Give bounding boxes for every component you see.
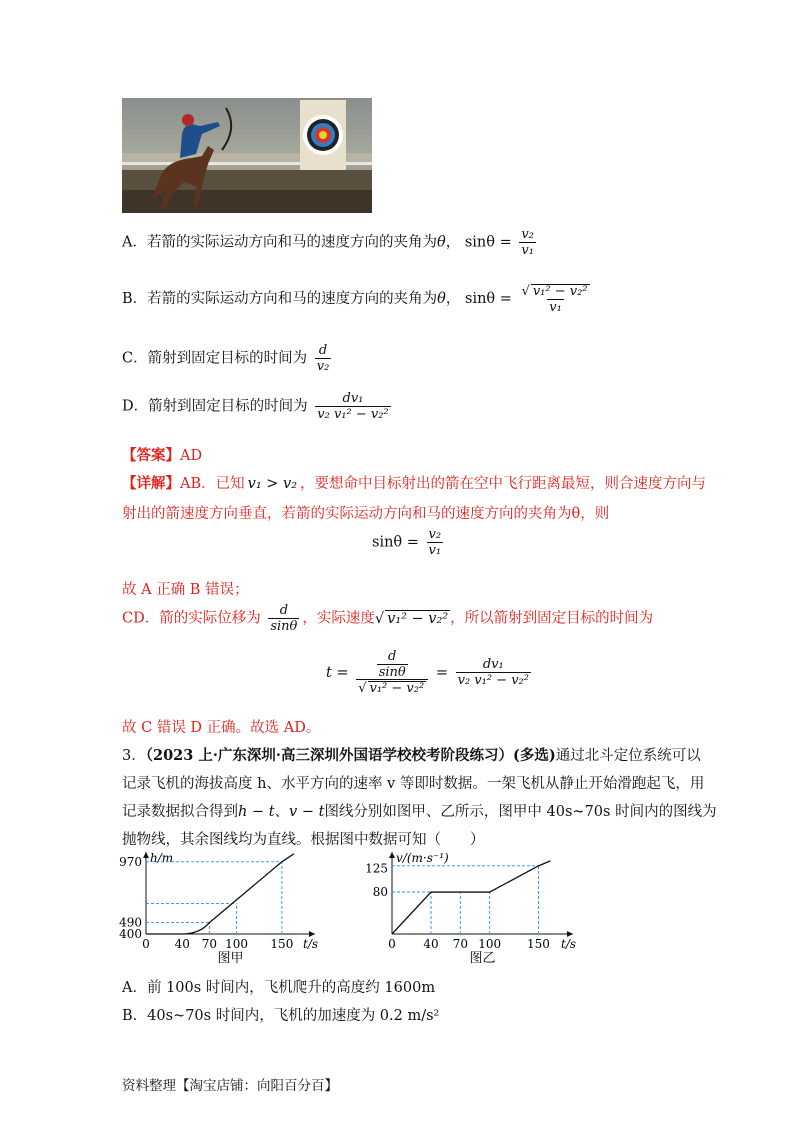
chart-height-time [110,846,330,964]
equals: = [435,664,448,681]
option-b [122,284,595,314]
x-tick-label: 70 [452,937,468,951]
x-tick-label: 100 [225,937,249,951]
series-line [146,854,294,934]
denominator: v₁ [428,542,442,558]
question3-line-2 [122,772,704,793]
question-text: 图线分别如图甲、乙所示，图甲中 40s~70s 时间内的图线为 [324,804,717,820]
equation-2 [326,650,534,696]
equation-1 [372,528,446,557]
option-letter: B． [122,291,148,308]
detail-text: AB．已知 [180,476,245,492]
answer-label: 【答案】 [122,447,180,464]
conclusion-text: 故 A 正确 B 错误； [122,582,249,598]
footer-text: 资料整理【淘宝店铺：向阳百分百】 [122,1078,338,1094]
numerator: dv₁ [482,657,504,673]
option-text: 若箭的实际运动方向和马的速度方向的夹角为 [147,291,438,308]
detail-line-1 [122,472,706,493]
question3-line-1 [122,744,701,765]
fraction [315,344,332,373]
denominator: sinθ [270,618,298,634]
detail-cd [122,604,653,633]
denominator: sinθ [378,664,406,680]
x-tick-label: 0 [388,937,396,951]
ht-label: h − t [238,804,275,820]
option-letter: C． [122,350,148,367]
answer-value: AD [180,448,203,464]
x-axis-label: t/s [561,937,577,951]
lhs: sinθ = [465,291,512,308]
y-axis-label: h/m [150,851,174,865]
numerator: d [318,343,328,358]
x-tick-label: 70 [201,937,218,951]
question-text: 、 [274,804,290,820]
conclusion-2 [122,716,320,737]
question-text: 记录数据拟合得到 [122,804,238,820]
option-text: 若箭的实际运动方向和马的速度方向的夹角为 [146,234,437,251]
fraction [427,528,444,557]
option-letter: D． [122,398,149,415]
denominator: v₁ [549,299,562,315]
eq-lhs: sinθ = [372,534,419,551]
question-text: 通过北斗定位系统可以 [555,748,701,764]
detail-text: ，要想命中目标射出的箭在空中飞行距离最短，则合速度方向与 [300,476,707,492]
sqrt-icon: √ [358,681,367,697]
denominator: v₂ v₁² − v₂² [317,406,389,422]
sqrt-expr: v₁² − v₂² [369,681,425,697]
theta-var: θ [436,234,446,251]
archer-on-horse-icon [122,98,372,213]
y-tick-label: 125 [365,861,388,876]
option-text: A．前 100s 时间内，飞机爬升的高度约 1600m [122,980,436,996]
eq-lhs: t = [326,664,349,681]
detail-text: CD．箭的实际位移为 [122,610,261,627]
detail-line-2 [122,502,609,523]
y-tick-label: 80 [372,885,388,900]
condition: v₁ > v₂ [247,476,298,492]
fraction [519,228,536,257]
y-tick-label: 970 [119,854,142,869]
chart-title: 图甲 [217,951,244,966]
fraction [456,658,531,687]
detail-text: ，实际速度 [302,610,375,627]
numerator: d [279,603,289,618]
lhs: sinθ = [464,234,512,251]
option-letter: A． [122,234,147,251]
sqrt-group [375,611,450,627]
option-a [122,228,539,257]
archer-photo [122,98,372,213]
option-text: 箭射到固定目标的时间为 [148,398,308,415]
numerator: dv₁ [342,391,364,406]
conclusion-text: 故 C 错误 D 正确。故选 AD。 [122,720,321,736]
x-tick-label: 100 [478,937,502,951]
y-tick-label: 490 [119,915,142,930]
separator: ， [445,234,461,251]
x-tick-label: 0 [142,937,150,951]
theta-var: θ [437,291,446,308]
denominator [356,679,428,696]
x-tick-label: 150 [270,937,294,951]
fraction [315,392,390,421]
option-c [122,344,334,373]
detail-label: 【详解】 [122,475,180,492]
fraction [356,650,428,696]
chart-title: 图乙 [469,951,496,966]
denominator: v₂ v₁² − v₂² [457,672,529,688]
conclusion-1 [122,578,249,599]
inner-fraction [377,650,408,679]
fraction [268,604,299,633]
detail-text: 射出的箭速度方向垂直，若箭的实际运动方向和马的速度方向的夹角为θ，则 [122,506,610,522]
chart-velocity-time [365,846,588,966]
fraction [520,284,592,314]
footer [122,1074,338,1094]
question-source: （2023 上·广东深圳·高三深圳外国语学校校考阶段练习）(多选) [145,747,556,764]
question-text: 记录飞机的海拔高度 h、水平方向的速率 v 等即时数据。一架飞机从静止开始滑跑起飞，用 [122,776,705,792]
numerator: d [388,649,397,664]
numerator [372,650,413,679]
x-axis-label: t/s [303,937,319,951]
question-number: 3． [122,748,146,764]
question3-line-3 [122,800,717,821]
sqrt-icon: √ [521,284,530,299]
y-axis-label: v/(m·s⁻¹) [396,851,449,865]
vt-label: v − t [289,804,325,820]
detail-text: ，所以箭射到固定目标的时间为 [450,610,654,627]
y-axis-arrow-icon [143,852,149,858]
option-d [122,392,394,421]
answer [122,444,202,465]
series-line [392,861,550,934]
numerator: v₂ [428,527,442,542]
x-tick-label: 40 [423,937,439,951]
x-tick-label: 40 [174,937,190,951]
option-text: 箭射到固定目标的时间为 [147,350,308,367]
option-text: B．40s~70s 时间内，飞机的加速度为 0.2 m/s² [122,1008,440,1024]
denominator: v₁ [521,242,534,258]
y-axis-arrow-icon [389,852,395,858]
q3-option-a [122,976,435,997]
question-text: 抛物线，其余图线均为直线。根据图中数据可知（ ） [122,832,485,848]
numerator [520,284,592,299]
separator: ， [445,291,461,308]
x-tick-label: 150 [527,937,550,951]
numerator: v₂ [521,227,534,242]
sqrt-expr: v₁² − v₂² [387,610,449,627]
sqrt-icon: √ [374,610,385,627]
sqrt-expr: v₁² − v₂² [532,284,588,299]
y-tick-label: 400 [119,927,142,941]
denominator: v₂ [316,358,330,374]
q3-option-b [122,1004,439,1025]
